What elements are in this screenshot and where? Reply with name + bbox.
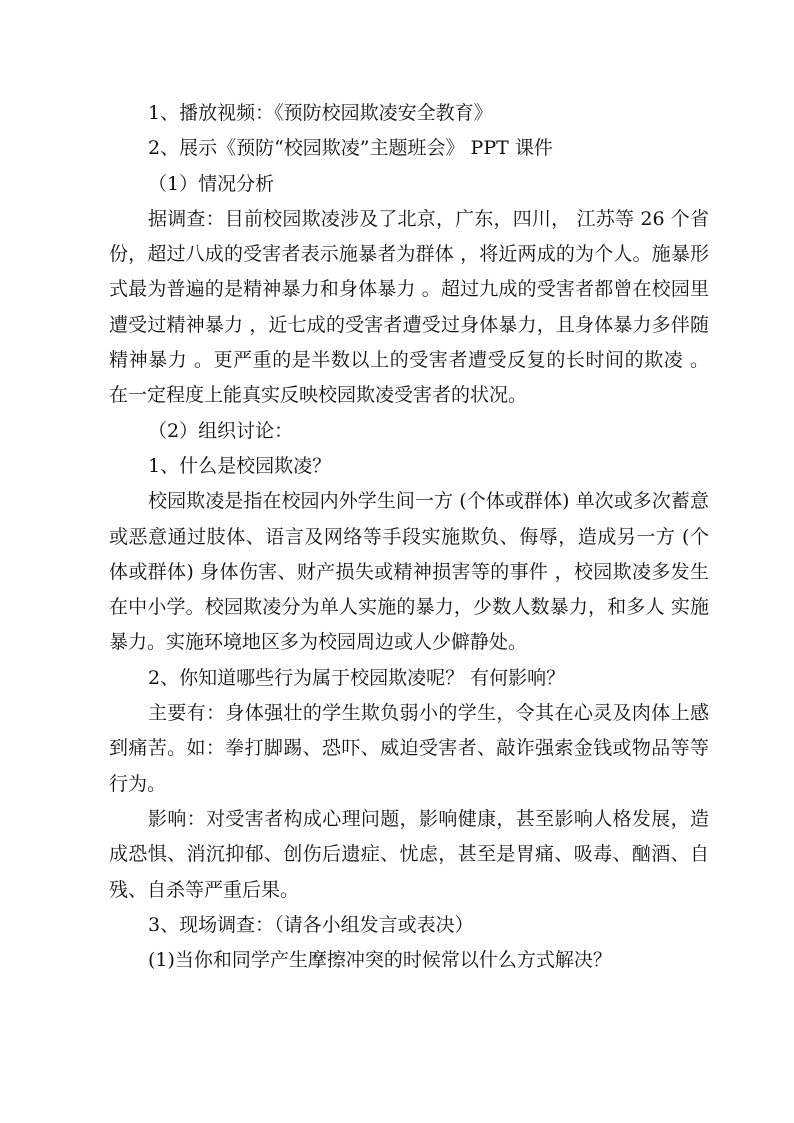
question-bullying-behaviors: 2、你知道哪些行为属于校园欺凌呢？ 有何影响？ [148,666,566,689]
paragraph-main-behaviors: 主要有：身体强壮的学生欺负弱小的学生，令其在心灵及肉体上感到痛苦。如：拳打脚踢、恐吓、威迫受害者、敲诈强索金钱或物品等等行为。 [109,702,709,795]
item-show-ppt: 2、展示《预防“校园欺凌”主题班会》 PPT 课件 [148,137,553,160]
section-group-discussion: （2）组织讨论： [148,419,294,442]
paragraph-survey-findings: 据调查：目前校园欺凌涉及了北京，广东，四川， 江苏等 26 个省份，超过八成的受害者表示施暴者为群体 ，将近两成的为个人。施暴形式最为普遍的是精神暴力和身体暴力 。超过九成的受害者都曾在校园里遭受过精神暴力 ，近七成的受害者遭受过身体暴力，且身体暴力多伴随精神暴力 。更严重的是半数以上的受害者遭受反复的长时间的欺凌 。在一定程度上能真实反映校园欺凌受害者的状况。 [109,207,709,407]
item-play-video: 1、播放视频：《预防校园欺凌安全教育》 [148,102,493,124]
document-body [109,96,709,978]
paragraph-effects: 影响：对受害者构成心理问题，影响健康，甚至影响人格发展，造成恐惧、消沉抑郁、创伤后遗症、忧虑，甚至是胃痛、吸毒、酗酒、自残、自杀等严重后果。 [109,807,709,901]
paragraph-bullying-definition: 校园欺凌是指在校园内外学生间一方 (个体或群体) 单次或多次蓄意或恶意通过肢体、语言及网络等手段实施欺负、侮辱，造成另一方 (个体或群体) 身体伤害、财产损失或精神损害等的事件 ，校园欺凌多发生在中小学。校园欺凌分为单人实施的暴力，少数人数暴力，和多人 实施暴力。实施环境地区多为校园周边或人少僻静处。 [109,490,709,654]
section-situation-analysis: （1）情况分析 [148,172,275,195]
survey-question-1: (1)当你和同学产生摩擦冲突的时候常以什么方式解决？ [148,949,612,972]
section-on-site-survey: 3、现场调查：（请各小组发言或表决） [148,913,474,936]
question-what-is-bullying: 1、什么是校园欺凌？ [148,454,332,477]
